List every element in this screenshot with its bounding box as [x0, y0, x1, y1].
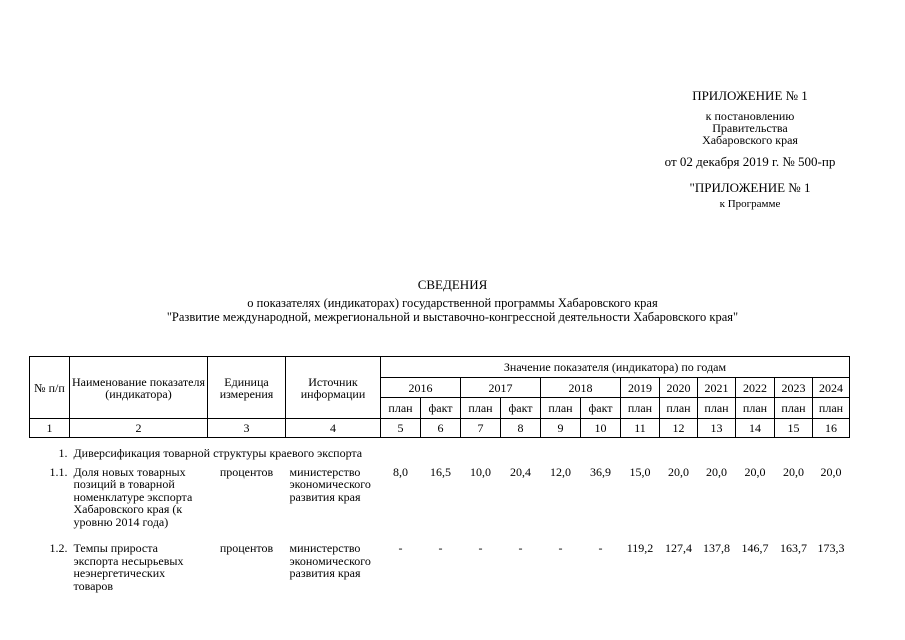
plan-label: план: [698, 398, 736, 419]
appendix-to-line3: Хабаровского края: [702, 133, 798, 147]
year-2019: 2019: [621, 378, 660, 398]
row-value: 12,0: [550, 464, 571, 479]
plan-label: план: [813, 398, 850, 419]
plan-label: план: [541, 398, 581, 419]
year-2016: 2016: [381, 378, 461, 398]
appendix-date: от 02 декабря 2019 г. № 500-пр: [664, 154, 836, 169]
row-name: Доля новых товарных позиций в товарной номенклатуре экспорта Хабаровского края (к уровню 2014 года): [73, 464, 193, 529]
column-number: 4: [286, 419, 381, 438]
column-number: 8: [501, 419, 541, 438]
appendix-to-line1: к постановлению: [705, 109, 795, 123]
row-unit: процентов: [219, 541, 274, 555]
row-source: министерство экономического развития края: [289, 464, 371, 504]
row-value: 119,2: [626, 541, 654, 555]
year-2023: 2023: [775, 378, 813, 398]
header-name: Наименование показателя (индикатора): [70, 357, 208, 419]
column-number: 6: [421, 419, 461, 438]
row-value: 20,0: [783, 464, 804, 479]
column-number: 14: [736, 419, 775, 438]
row-value: 20,0: [668, 464, 689, 479]
fact-label: факт: [581, 398, 621, 419]
plan-label: план: [775, 398, 813, 419]
column-number: 12: [660, 419, 698, 438]
appendix-title2: "ПРИЛОЖЕНИЕ № 1: [689, 180, 811, 195]
fact-label: факт: [421, 398, 461, 419]
column-number: 1: [30, 419, 70, 438]
column-number: 2: [70, 419, 208, 438]
row-value: -: [398, 541, 403, 555]
row-value: 36,9: [590, 464, 611, 479]
row-value: 16,5: [430, 464, 451, 479]
plan-label: план: [621, 398, 660, 419]
row-value: -: [598, 541, 603, 555]
row-no: 1.2.: [49, 541, 68, 555]
header-no: № п/п: [30, 357, 70, 419]
column-number: 3: [208, 419, 286, 438]
section-title: Диверсификация товарной структуры краевого экспорта: [73, 446, 363, 460]
year-2022: 2022: [736, 378, 775, 398]
row-value: -: [478, 541, 483, 555]
column-number: 11: [621, 419, 660, 438]
appendix-to: [620, 110, 880, 146]
row-unit: процентов: [219, 464, 274, 479]
year-2018: 2018: [541, 378, 621, 398]
row-value: 10,0: [470, 464, 491, 479]
header-values: Значение показателя (индикатора) по годам: [381, 357, 850, 378]
row-value: 20,0: [706, 464, 727, 479]
plan-label: план: [381, 398, 421, 419]
year-2020: 2020: [660, 378, 698, 398]
column-number: 5: [381, 419, 421, 438]
plan-label: план: [736, 398, 775, 419]
column-number: 10: [581, 419, 621, 438]
row-value: 137,8: [703, 541, 730, 555]
subtitle-line2: "Развитие международной, межрегиональной и выставочно-конгрессной деятельности Хабаровского края": [166, 310, 739, 324]
appendix-title: ПРИЛОЖЕНИЕ № 1: [692, 88, 808, 103]
row-value: 15,0: [629, 464, 651, 479]
subtitle-line1: о показателях (индикаторах) государственной программы Хабаровского края: [247, 296, 658, 310]
appendix-to-program: к Программе: [719, 198, 781, 210]
table-row: [30, 536, 850, 600]
row-value: -: [518, 541, 523, 555]
table-row: [30, 460, 850, 537]
column-number: 9: [541, 419, 581, 438]
row-value: 20,4: [510, 464, 531, 479]
header-unit: Единица измерения: [208, 357, 286, 419]
row-value: 173,3: [817, 541, 845, 555]
year-2024: 2024: [813, 378, 850, 398]
row-value: -: [558, 541, 563, 555]
row-value: 20,0: [820, 464, 842, 479]
fact-label: факт: [501, 398, 541, 419]
year-2017: 2017: [461, 378, 541, 398]
appendix-to-line2: Правительства: [712, 121, 788, 135]
indicators-table: [29, 356, 850, 600]
row-value: -: [438, 541, 443, 555]
column-number: 16: [813, 419, 850, 438]
document-subtitle: [0, 296, 905, 324]
row-source: министерство экономического развития края: [289, 541, 371, 580]
row-value: 127,4: [665, 541, 692, 555]
year-2021: 2021: [698, 378, 736, 398]
row-value: 20,0: [744, 464, 766, 479]
plan-label: план: [660, 398, 698, 419]
row-value: 8,0: [393, 464, 408, 479]
column-number: 7: [461, 419, 501, 438]
section-no: 1.: [58, 446, 68, 460]
row-value: 146,7: [741, 541, 769, 555]
header-source: Источник информации: [286, 357, 381, 419]
row-name: Темпы прироста экспорта несырьевых неэнергетических товаров: [73, 541, 184, 593]
row-no: 1.1.: [49, 464, 68, 479]
column-number: 15: [775, 419, 813, 438]
row-value: 163,7: [780, 541, 807, 555]
document-title: СВЕДЕНИЯ: [417, 277, 488, 292]
column-number: 13: [698, 419, 736, 438]
plan-label: план: [461, 398, 501, 419]
